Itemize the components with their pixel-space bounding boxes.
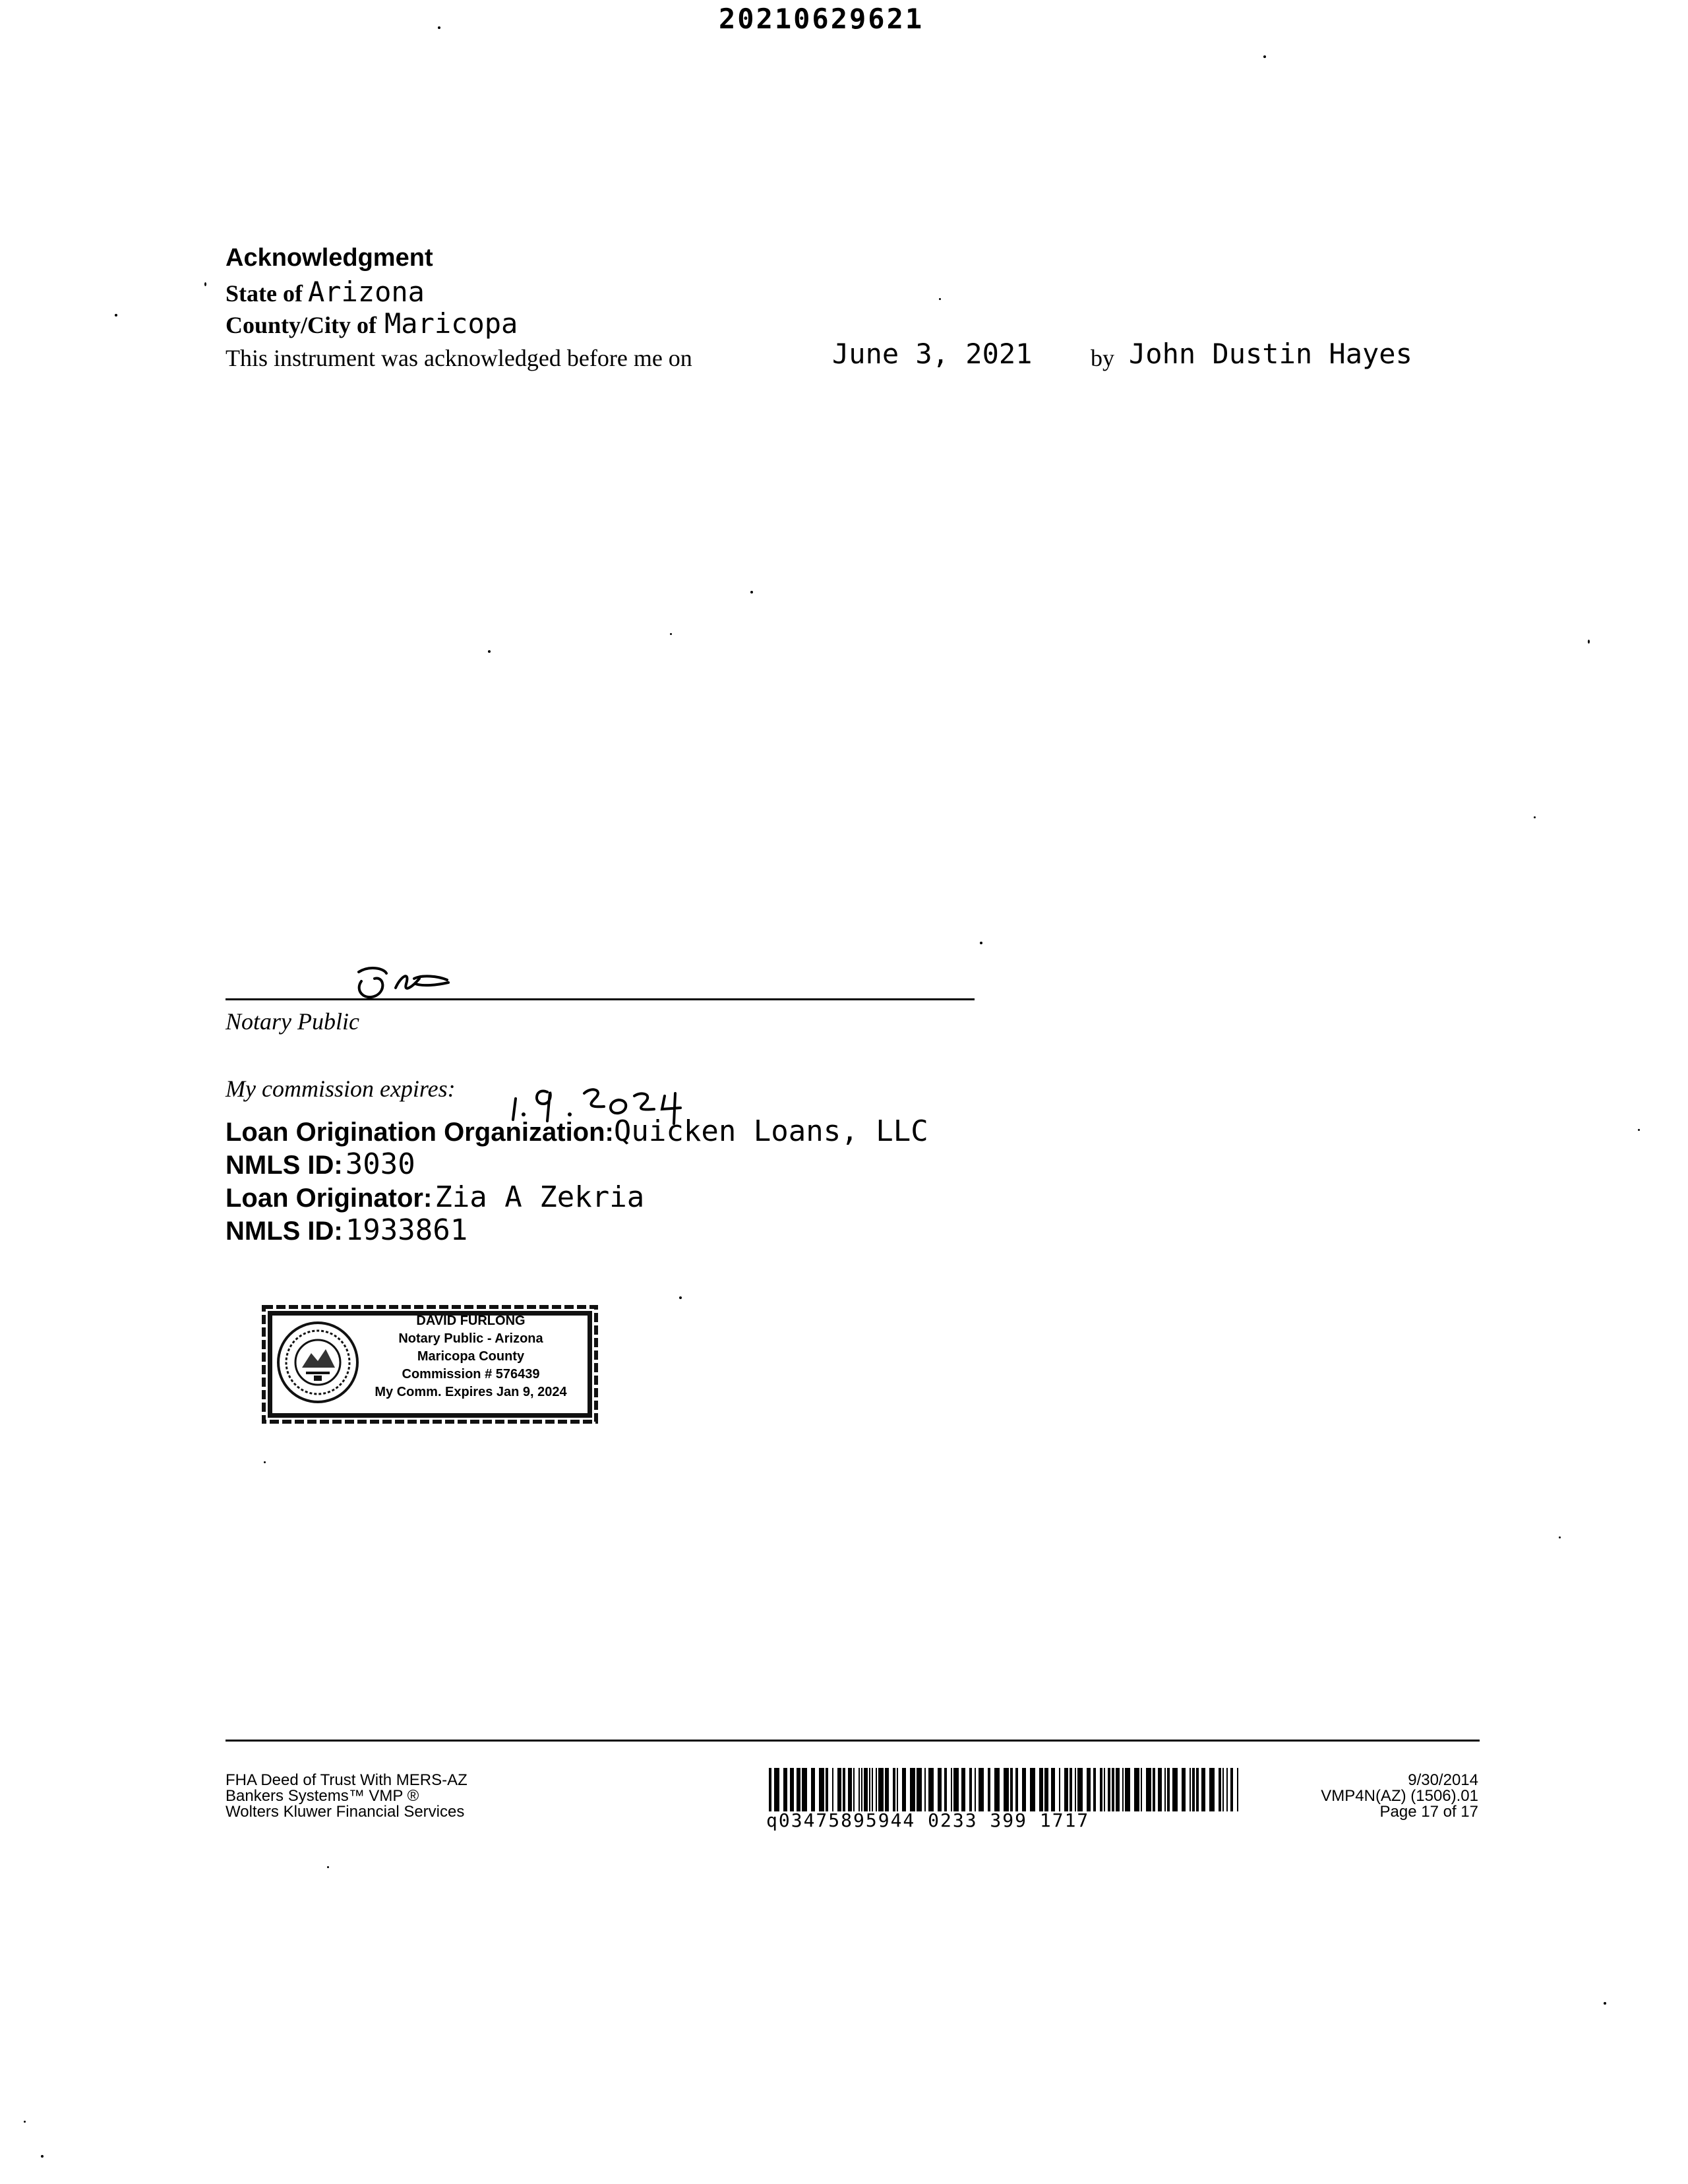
stamp-text-block (365, 1312, 576, 1401)
barcode-bar (951, 1768, 952, 1811)
state-line (226, 276, 425, 308)
barcode-bar (1112, 1768, 1114, 1811)
barcode-bar (969, 1768, 972, 1811)
barcode-bar (859, 1768, 860, 1811)
arizona-seal-icon (276, 1320, 360, 1405)
scan-speck (1559, 1536, 1561, 1538)
barcode-number: q03475895944 0233 399 1717 (766, 1809, 1090, 1831)
nmls-line-2 (226, 1213, 467, 1247)
scan-speck (438, 26, 440, 29)
barcode-bar (1237, 1768, 1238, 1811)
originator-value: Zia A Zekria (435, 1180, 645, 1214)
barcode-bar (928, 1768, 934, 1811)
footer-publisher: Wolters Kluwer Financial Services (226, 1803, 465, 1821)
barcode-bar (1104, 1768, 1105, 1811)
barcode-bar (1192, 1768, 1195, 1811)
barcode-bar (994, 1768, 1000, 1811)
barcode-bar (1030, 1768, 1035, 1811)
barcode-bar (826, 1768, 828, 1811)
barcode-bar (1004, 1768, 1009, 1811)
barcode-bar (1164, 1768, 1166, 1811)
barcode-bar (1190, 1768, 1191, 1811)
footer-form-code: VMP4N(AZ) (1506).01 (1321, 1787, 1478, 1805)
barcode-bar (1134, 1768, 1139, 1811)
barcode-bar (861, 1768, 862, 1811)
nmls-label-2: NMLS ID: (226, 1217, 343, 1246)
scan-speck (750, 591, 753, 593)
barcode-bar (988, 1768, 990, 1811)
notary-stamp (260, 1303, 600, 1426)
stamp-commission: Commission # 576439 (402, 1367, 540, 1381)
barcode-bar (1070, 1768, 1072, 1811)
barcode-bar (783, 1768, 787, 1811)
stamp-title: Notary Public - Arizona (398, 1331, 543, 1346)
barcode-bar (1100, 1768, 1102, 1811)
county-line (226, 307, 518, 340)
barcode-bar (1059, 1768, 1060, 1811)
barcode-bar (1051, 1768, 1055, 1811)
acknowledgment-heading: Acknowledgment (226, 244, 433, 272)
notary-public-label: Notary Public (226, 1008, 359, 1035)
barcode-bar (924, 1768, 926, 1811)
nmls-label-1: NMLS ID: (226, 1151, 343, 1180)
footer-rule (226, 1740, 1480, 1742)
scan-speck (264, 1461, 266, 1463)
nmls-value-2: 1933861 (345, 1213, 468, 1247)
barcode-bar (1087, 1768, 1091, 1811)
scan-speck (1604, 2002, 1606, 2005)
scan-speck (939, 298, 941, 300)
barcode-bar (938, 1768, 942, 1811)
barcode-bar (797, 1768, 800, 1811)
barcode-bar (878, 1768, 884, 1811)
barcode-bar (953, 1768, 959, 1811)
state-label: State of (226, 280, 303, 307)
footer-left (226, 1773, 467, 1820)
stamp-county: Maricopa County (417, 1349, 525, 1364)
loan-org-value: Quicken Loans, LLC (613, 1114, 928, 1148)
barcode-bar (774, 1768, 779, 1811)
instrument-label: This instrument was acknowledged before me on (226, 345, 692, 371)
barcode-bar (1222, 1768, 1224, 1811)
scan-speck (1263, 55, 1266, 58)
barcode-bar (1230, 1768, 1233, 1811)
barcode-bar (1209, 1768, 1215, 1811)
signature-line (226, 998, 975, 1000)
scan-speck (1638, 1129, 1640, 1131)
scan-speck (204, 282, 206, 286)
barcode-bar (975, 1768, 976, 1811)
ack-date: June 3, 2021 (832, 338, 1033, 370)
barcode-bar (1226, 1768, 1228, 1811)
barcode-bar (1015, 1768, 1018, 1811)
barcode-bar (853, 1768, 855, 1811)
footer-page-number: Page 17 of 17 (1379, 1803, 1478, 1821)
barcode-bar (910, 1768, 915, 1811)
scan-speck (1588, 640, 1590, 644)
barcode-bar (869, 1768, 870, 1811)
scan-speck (41, 2155, 44, 2158)
barcode-bar (1116, 1768, 1120, 1811)
barcode-bar (769, 1768, 771, 1811)
barcode-bar (837, 1768, 841, 1811)
barcode-bar (1010, 1768, 1013, 1811)
footer-vendor: Bankers Systems™ VMP ® (226, 1787, 419, 1805)
barcode-bar (864, 1768, 868, 1811)
barcode-bar (1182, 1768, 1186, 1811)
barcode-bar (872, 1768, 873, 1811)
nmls-line-1 (226, 1147, 415, 1181)
barcode-bar (1022, 1768, 1026, 1811)
scan-speck (24, 2121, 26, 2123)
scan-speck (670, 633, 672, 635)
barcode-bar (897, 1768, 898, 1811)
barcode-bar (1077, 1768, 1083, 1811)
barcode-bar (832, 1768, 833, 1811)
barcode-bar (843, 1768, 845, 1811)
barcode-bar (1044, 1768, 1048, 1811)
barcode-bar (1064, 1768, 1068, 1811)
barcode-bar (1201, 1768, 1205, 1811)
barcode-bar (1122, 1768, 1124, 1811)
document-barcode (769, 1768, 1245, 1811)
loan-org-label: Loan Origination Organization: (226, 1118, 614, 1147)
barcode-bar (1219, 1768, 1221, 1811)
barcode-bar (1167, 1768, 1170, 1811)
barcode-bar (917, 1768, 922, 1811)
barcode-bar (1172, 1768, 1178, 1811)
scan-speck (980, 942, 982, 944)
barcode-bar (944, 1768, 947, 1811)
barcode-bar (1125, 1768, 1130, 1811)
barcode-bar (1108, 1768, 1110, 1811)
stamp-expires: My Comm. Expires Jan 9, 2024 (375, 1385, 567, 1399)
barcode-bar (876, 1768, 877, 1811)
footer-form-title: FHA Deed of Trust With MERS-AZ (226, 1771, 467, 1789)
barcode-bar (979, 1768, 984, 1811)
footer-form-date: 9/30/2014 (1408, 1771, 1478, 1789)
barcode-bar (1141, 1768, 1142, 1811)
footer-right (1253, 1773, 1478, 1820)
barcode-bar (1075, 1768, 1076, 1811)
barcode-bar (893, 1768, 895, 1811)
ack-by-name: John Dustin Hayes (1129, 338, 1412, 370)
barcode-bar (802, 1768, 807, 1811)
by-label: by (1091, 345, 1114, 371)
loan-org-line (226, 1114, 928, 1148)
barcode-bar (811, 1768, 815, 1811)
originator-line (226, 1180, 644, 1214)
county-label: County/City of (226, 312, 377, 338)
stamp-name: DAVID FURLONG (416, 1314, 526, 1328)
barcode-bar (1158, 1768, 1162, 1811)
barcode-bar (885, 1768, 889, 1811)
barcode-bar (1146, 1768, 1151, 1811)
scan-speck (327, 1866, 329, 1868)
barcode-bar (1153, 1768, 1155, 1811)
barcode-bar (902, 1768, 906, 1811)
scan-speck (488, 650, 491, 653)
barcode-bar (1196, 1768, 1199, 1811)
recording-number: 20210629621 (719, 3, 924, 35)
barcode-bar (819, 1768, 824, 1811)
scan-speck (115, 314, 117, 317)
scan-speck (679, 1296, 682, 1299)
county-value: Maricopa (384, 307, 518, 340)
barcode-bar (1093, 1768, 1096, 1811)
state-value: Arizona (307, 276, 425, 308)
barcode-bar (1039, 1768, 1043, 1811)
barcode-bar (790, 1768, 794, 1811)
barcode-bar (961, 1768, 965, 1811)
originator-label: Loan Originator: (226, 1184, 433, 1213)
barcode-bar (848, 1768, 852, 1811)
scan-speck (1534, 816, 1536, 818)
commission-label: My commission expires: (226, 1076, 456, 1102)
nmls-value-1: 3030 (345, 1147, 415, 1181)
